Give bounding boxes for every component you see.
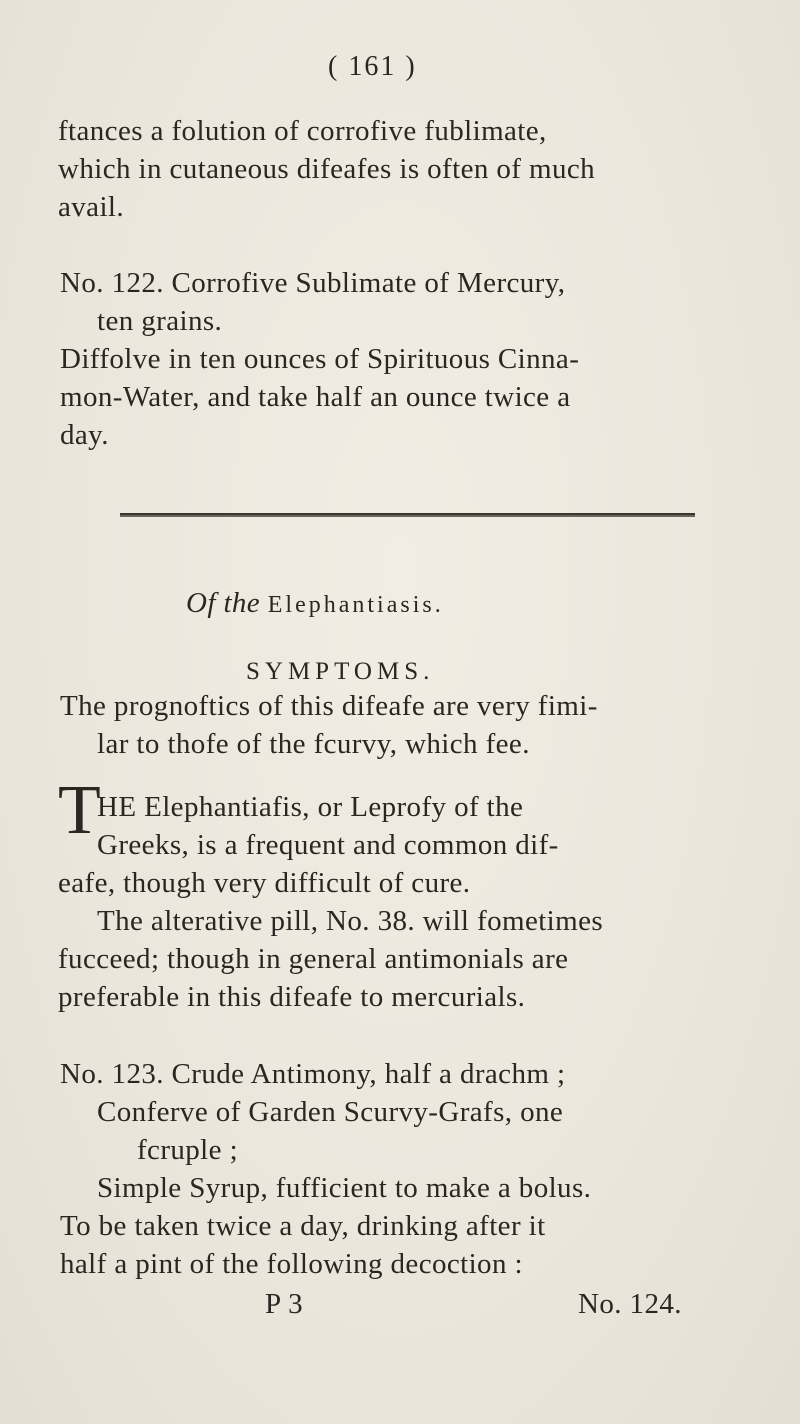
section-divider-rule xyxy=(120,513,695,517)
paragraph1-line-1: ftances a folution of corrofive fublimate, xyxy=(58,115,547,147)
paragraph1-line-3: avail. xyxy=(58,191,125,223)
section-title-name: Elephantiasis. xyxy=(267,592,444,618)
prescription-122-line-3: Diffolve in ten ounces of Spirituous Cinna- xyxy=(60,343,580,375)
prescription-122-line-5: day. xyxy=(60,419,109,451)
paragraph2-line-3: eafe, though very difficult of cure. xyxy=(58,867,471,899)
prescription-123-line-2: Conferve of Garden Scurvy-Grafs, one xyxy=(97,1096,564,1128)
prescription-122-line-2: ten grains. xyxy=(97,305,223,337)
prescription-122-line-1: No. 122. Corrofive Sublimate of Mercury, xyxy=(60,267,566,299)
prescription-123-line-5: To be taken twice a day, drinking after it xyxy=(60,1210,546,1242)
paragraph2-line-2: Greeks, is a frequent and common dif- xyxy=(97,829,559,861)
paragraph2-line-4: The alterative pill, No. 38. will fometimes xyxy=(97,905,604,937)
symptoms-text-line-2: lar to thofe of the fcurvy, which fee. xyxy=(97,728,530,760)
paragraph2-line-1: HE Elephantiafis, or Leprofy of the xyxy=(97,791,524,823)
signature-mark: P 3 xyxy=(265,1288,304,1320)
prescription-123-line-3: fcruple ; xyxy=(137,1134,239,1166)
paragraph2-line-5: fucceed; though in general antimonials are xyxy=(58,943,569,975)
symptoms-heading: SYMPTOMS. xyxy=(246,658,435,685)
paragraph1-line-2: which in cutaneous difeafes is often of much xyxy=(58,153,596,185)
drop-cap-letter: T xyxy=(58,772,101,849)
prescription-123-line-1: No. 123. Crude Antimony, half a drachm ; xyxy=(60,1058,566,1090)
section-title-prefix: Of the xyxy=(186,587,261,619)
paragraph2-line-6: preferable in this difeafe to mercurials. xyxy=(58,981,526,1013)
catchword: No. 124. xyxy=(578,1288,682,1320)
prescription-122-line-4: mon-Water, and take half an ounce twice a xyxy=(60,381,571,413)
page-number-header: ( 161 ) xyxy=(328,51,417,82)
symptoms-text-line-1: The prognoftics of this difeafe are very fimi- xyxy=(60,690,598,722)
prescription-123-line-4: Simple Syrup, fufficient to make a bolus. xyxy=(97,1172,592,1204)
prescription-123-line-6: half a pint of the following decoction : xyxy=(60,1248,523,1280)
section-title xyxy=(186,586,444,622)
